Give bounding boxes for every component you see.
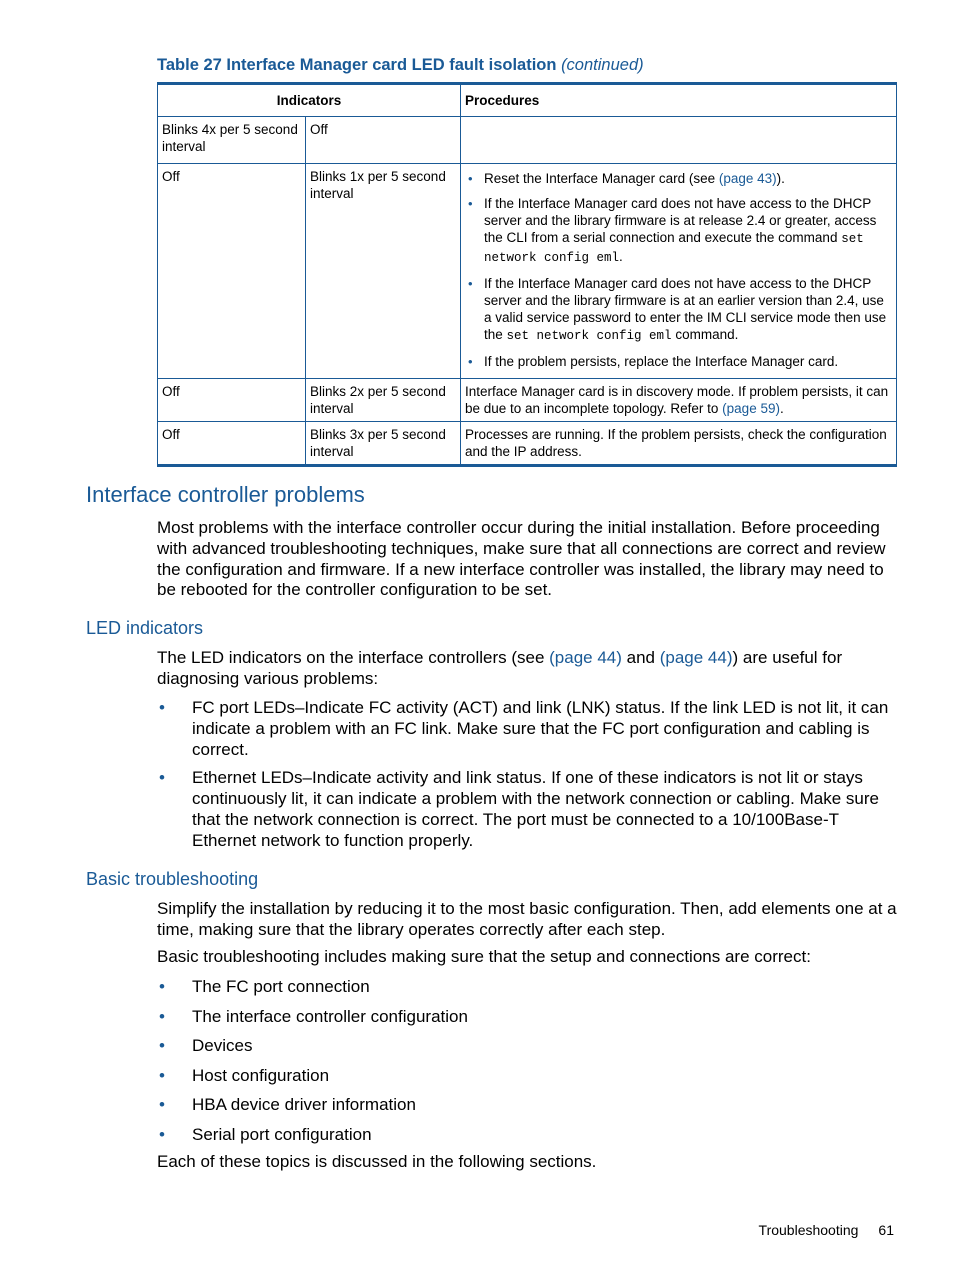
led-bullet-list	[157, 698, 897, 852]
indicator-cell: Off	[158, 164, 306, 379]
list-item	[157, 698, 897, 760]
list-item	[157, 1066, 897, 1096]
indicator-cell: Blinks 1x per 5 second interval	[306, 164, 461, 379]
procedure-text: If the problem persists, replace the Interface Manager card.	[484, 354, 839, 369]
indicator-cell: Off	[158, 422, 306, 466]
indicator-cell: Blinks 4x per 5 second interval	[158, 117, 306, 164]
basic-bullet-list	[157, 977, 897, 1145]
list-item	[157, 977, 897, 1007]
header-indicators: Indicators	[158, 84, 461, 117]
basic-troubleshooting-heading: Basic troubleshooting	[86, 869, 259, 889]
list-item-text: The FC port connection	[192, 977, 370, 996]
list-item	[465, 353, 892, 370]
procedure-cell	[461, 379, 897, 422]
page-number: 61	[878, 1222, 894, 1238]
table-row	[158, 117, 897, 164]
list-item	[465, 275, 892, 345]
footer-section: Troubleshooting	[758, 1222, 859, 1238]
page-59-link[interactable]: (page 59)	[722, 401, 780, 416]
list-item-text: Ethernet LEDs–Indicate activity and link status. If one of these indicators is not lit or stays continuously lit, it can indicate a problem with the network connection or cabling. Make sure that the network connection is correct. The port must be connected to a 10/100Base-T Ethernet network to function properly.	[192, 768, 879, 850]
section-title: Interface controller problems	[86, 482, 365, 507]
table-row	[158, 164, 897, 379]
list-item	[465, 195, 892, 267]
bullet-icon: •	[159, 1124, 165, 1144]
procedure-text: If the Interface Manager card does not have access to the DHCP server and the library firmware is at an earlier version than 2.4, use a valid service password to enter the IM CLI service mode then use the	[484, 276, 887, 342]
bullet-icon: •	[159, 1036, 165, 1055]
list-item	[157, 768, 897, 851]
bullet-icon: •	[159, 1006, 165, 1026]
procedure-cell	[461, 117, 897, 164]
list-item-text: FC port LEDs–Indicate FC activity (ACT) and link (LNK) status. If the link LED is not lit, it can indicate a problem with an FC link. Make sure that the FC port configuration and cabling is correct.	[192, 698, 889, 759]
page-44-link-2[interactable]: (page 44)	[659, 648, 733, 667]
list-item-text: Devices	[192, 1036, 253, 1055]
procedure-text: Reset the Interface Manager card (see	[484, 171, 719, 186]
procedure-list	[465, 170, 892, 370]
list-item	[157, 1095, 897, 1125]
bullet-icon: •	[159, 698, 165, 717]
bullet-icon: •	[468, 354, 473, 369]
bullet-icon: •	[468, 276, 473, 291]
page-43-link[interactable]: (page 43)	[718, 171, 777, 186]
basic-intro: Simplify the installation by reducing it to the most basic configuration. Then, add elements one at a time, making sure that the library operates correctly after each step.	[157, 899, 897, 939]
bullet-icon: •	[159, 1065, 165, 1085]
procedure-text-end: .	[619, 249, 623, 264]
bullet-icon: •	[468, 196, 473, 211]
indicator-cell: Blinks 2x per 5 second interval	[306, 379, 461, 422]
procedure-text: Interface Manager card is in discovery mode. If problem persists, it can be due to an incomplete topology. Refer to	[465, 384, 889, 416]
list-item-text: HBA device driver information	[192, 1095, 416, 1114]
header-procedures: Procedures	[461, 84, 897, 117]
bullet-icon: •	[159, 768, 165, 788]
basic-setup-text: Basic troubleshooting includes making sure that the setup and connections are correct:	[157, 947, 811, 966]
table-row	[158, 379, 897, 422]
procedure-cell: Processes are running. If the problem persists, check the configuration and the IP address.	[461, 422, 897, 466]
procedure-text: If the Interface Manager card does not have access to the DHCP server and the library firmware is at release 2.4 or greater, access the CLI from a serial connection and execute the command	[484, 196, 877, 245]
table-row	[158, 422, 897, 466]
table-caption-title: Table 27 Interface Manager card LED fault isolation	[157, 56, 557, 74]
page-44-link[interactable]: (page 44)	[549, 648, 622, 667]
procedure-text-end: ).	[776, 171, 785, 186]
command-code: set network config eml	[506, 329, 672, 343]
list-item	[157, 1036, 897, 1066]
list-item	[465, 170, 892, 187]
bullet-icon: •	[159, 1095, 165, 1114]
procedure-text-end: .	[779, 401, 784, 416]
indicator-cell: Blinks 3x per 5 second interval	[306, 422, 461, 466]
bullet-icon: •	[468, 171, 473, 186]
list-item	[157, 1007, 897, 1037]
section-intro: Most problems with the interface controller occur during the initial installation. Before proceeding with advanced troubleshooting techniques, make sure that all connections are correct and review the configuration and firmware. If a new interface controller was installed, the library may need to be rebooted for the controller configuration to be set.	[157, 518, 886, 600]
list-item-text: Host configuration	[192, 1065, 330, 1085]
led-intro	[157, 648, 897, 690]
bullet-icon: •	[159, 977, 165, 996]
list-item	[157, 1125, 897, 1146]
table-caption-continued: (continued)	[561, 56, 644, 74]
led-intro-text: and	[621, 648, 660, 667]
led-intro-text: ) are useful for diagnosing various problems:	[157, 648, 843, 688]
command-code: set network config eml	[484, 232, 864, 265]
led-fault-table	[157, 82, 897, 467]
table-caption	[157, 56, 644, 75]
led-indicators-heading: LED indicators	[86, 618, 204, 638]
page-footer	[759, 1222, 894, 1238]
led-intro-text: The LED indicators on the interface controllers (see	[157, 648, 550, 667]
basic-closing: Each of these topics is discussed in the following sections.	[157, 1152, 597, 1171]
indicator-cell: Off	[158, 379, 306, 422]
list-item-text: The interface controller configuration	[192, 1006, 468, 1026]
list-item-text: Serial port configuration	[192, 1124, 372, 1144]
indicator-cell: Off	[306, 117, 461, 164]
procedure-text-end: command.	[671, 327, 739, 342]
table-header-row	[158, 84, 897, 117]
procedure-cell	[461, 164, 897, 379]
